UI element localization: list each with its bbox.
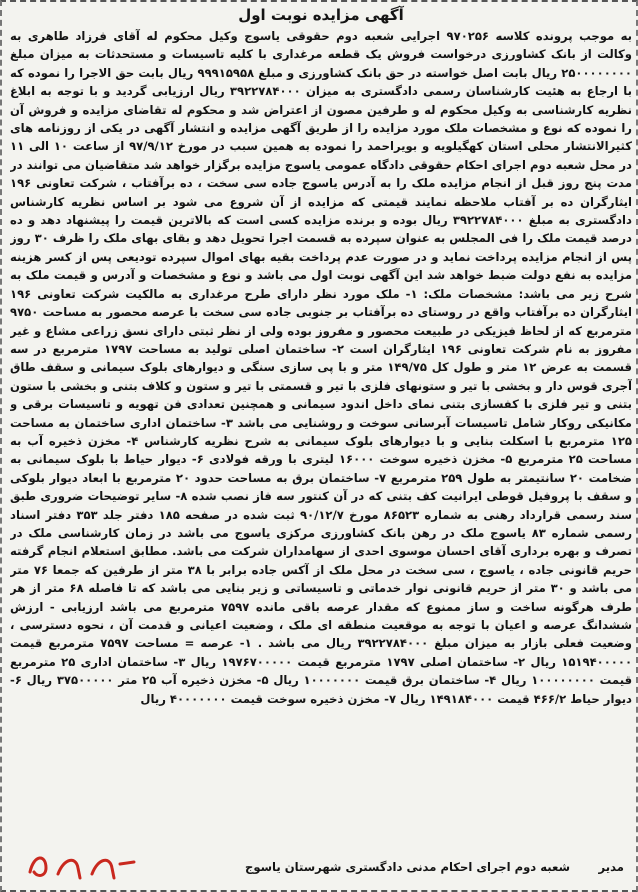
signature-role: مدیر bbox=[598, 860, 624, 874]
handwritten-code-mark bbox=[20, 844, 140, 884]
notice-body: به موجب پرونده کلاسه ۹۷۰۲۵۶ اجرایی شعبه دوم حقوقی یاسوج وکیل محکوم له آقای فرزاد طاهری به وکالت از بانک کشاورزی درخواست فروش یک قطعه مرغداری با کلیه تاسیسات و مستحدثات به میزان مبلغ ۲۵۰۰۰۰۰۰۰۰ ریال بابت اصل خواسته در حق بانک کشاورزی و مبلغ ۹۹۹۱۵۹۵۸ ریال بابت حق الاجرا را نموده که با ارجاع به هئیت کارشناسان رسمی دادگستری به میزان ۳۹۲۲۷۸۴۰۰۰ ریال ارزیابی گردید و با توجه به ابلاغ نظریه کارشناسی به وکیل محکوم له و طرفین مصون از اعتراض شد و محکوم له تقاضای مزایده و فروش آن را نموده که نوع و مشخصات ملک مورد مزایده را از طریق آگهی مزایده و انتشار آگهی در یکی از روزنامه های کثیرالانتشار محلی استان کهگیلویه و بویراحمد را نموده به همین سبب در مورخ ۹۷/۹/۱۲ از ساعت ۱۰ الی ۱۱ در محل شعبه دوم اجرای احکام حقوقی دادگاه عمومی یاسوج مزایده برگزار خواهد شد متقاضیان می توانند در مدت پنج روز قبل از انجام مزایده ملک را به آدرس یاسوج جاده سی سخت ، ده برآفتاب ، شرکت تعاونی ۱۹۶ ایثارگران ده بر آفتاب ملاحظه نمایند قیمتی که مزایده از آن شروع می شود بر اساس نظریه کارشناس دادگستری به مبلغ ۳۹۲۲۷۸۴۰۰۰ ریال بوده و برنده مزایده کسی است که بالاترین قیمت را پیشنهاد دهد و ده درصد قیمت ملک را فی المجلس به عنوان سپرده به قسمت اجرا تحویل دهد و بقای بهای ملک را ظرف ۳۰ روز پس از انجام مزایده پرداخت نماید و در صورت عدم پرداخت بقیه بهای اموال سپرده تودیعی پس از کسر هزینه مزایده به نفع دولت ضبط خواهد شد این آگهی نوبت اول می باشد و نوع و مشخصات و آدرس و قیمت ملک به شرح زیر می باشد: مشخصات ملک: ۱- ملک مورد نظر دارای طرح مرغداری به مالکیت شرکت تعاونی ۱۹۶ ایثارگران ده برآفتاب واقع در روستای ده برآفتاب بر جنوبی جاده سی سخت با عرصه محصور به مساحت ۹۷۵۰ مترمربع که از لحاظ فیزیکی در طبیعت محصور و مفروز بوده ولی از نظر ثبتی دارای نسق زراعی مشاع و غیر مفروز به نام شرکت تعاونی ۱۹۶ ایثارگران است ۲- ساختمان اصلی تولید به مساحت ۱۷۹۷ مترمربع در سه قسمت به عرض ۱۲ متر و طول کل ۱۴۹/۷۵ متر و با پی سازی سنگی و دیوارهای بلوک سیمانی و سقف طاق آجری قوس دار و بخشی با تیر و ستونهای فلزی با تیر و قسمتی با تیر و ستون و کلاف بتنی و بخشی با ستون بتنی و تیر فلزی با کفسازی بتنی نمای داخل اندود سیمانی و همچنین تعدادی فن تهویه و تاسیسات برقی و مکانیکی روکار شامل تاسیسات آبرسانی سوخت و روشنایی می باشد ۳- ساختمان اداری ساختمان به مساحت ۱۲۵ مترمربع با اسکلت بنایی و با دیوارهای بلوک سیمانی به شرح نظریه کارشناس ۴- مخزن ذخیره آب به مساحت ۲۵ مترمربع ۵- مخزن ذخیره سوخت ۱۶۰۰۰ لیتری با ورقه فولادی ۶- دیوار حیاط با بلوک سیمانی به ضخامت ۲۰ سانتیمتر به طول ۲۵۹ مترمربع ۷- ساختمان برق به مساحت حدود ۲۰ مترمربع با ابعاد دیوار بلوکی و سقف با پروفیل قوطی ایرانیت کف بتنی که در آن کنتور سه فاز نصب شده ۸- سایر توضیحات ضروری طبق سند رسمی قرارداد رهنی به شماره ۸۶۵۲۳ مورخ ۹۰/۱۲/۷ ثبت شده در صفحه ۱۸۵ دفتر جلد ۳۵۳ دفتر اسناد رسمی شماره ۸۳ یاسوج ملک در رهن بانک کشاورزی مرکزی یاسوج می باشد در زمان کارشناسی ملک در تصرف و بهره برداری آقای احسان موسوی احدی از سهامداران شرکت می باشد. مطابق استعلام انجام گرفته حریم قانونی جاده ، یاسوج ، سی سخت در محل ملک از آکس جاده برابر با ۳۸ متر از طرفین که جمعا ۷۶ متر می باشد و ۳۰ متر از حریم قانونی نوار خدماتی و تاسیساتی و زیر بنایی می باشد که تا فاصله ۶۸ متر از هر طرف هرگونه ساخت و ساز ممنوع که مقدار عرصه باقی مانده ۷۵۹۷ مترمربع می باشد ارزیابی - ارزش ششدانگ عرصه و اعیان با توجه به موقعیت منطقه ای ملک ، وضعیت اعیانی و قدمت آن ، نحوه دسترسی ، وضعیت فعلی بازار به میزان مبلغ ۳۹۲۲۷۸۴۰۰۰ ریال می باشد . ۱- عرصه = مساحت ۷۵۹۷ مترمربع قیمت ۱۵۱۹۴۰۰۰۰۰ ریال ۲- ساختمان اصلی ۱۷۹۷ مترمربع قیمت ۱۹۷۶۷۰۰۰۰۰ ریال ۳- ساختمان اداری ۲۵ مترمربع قیمت ۱۰۰۰۰۰۰۰۰ ریال ۴- ساختمان برق قیمت ۱۰۰۰۰۰۰۰ ریال ۵- مخزن ذخیره آب ۲۵ متر ۳۷۵۰۰۰۰۰ ریال ۶- دیوار حیاط ۴۶۶/۲ قیمت ۱۴۹۱۸۴۰۰۰ ریال ۷- مخزن ذخیره سوخت قیمت ۴۰۰۰۰۰۰۰ ریال bbox=[10, 29, 632, 706]
notice-title: آگهی مزایده نوبت اول bbox=[238, 6, 404, 24]
signature-name: شعبه دوم اجرای احکام مدنی دادگستری شهرستان یاسوج bbox=[244, 860, 570, 874]
signature-block bbox=[194, 852, 624, 880]
